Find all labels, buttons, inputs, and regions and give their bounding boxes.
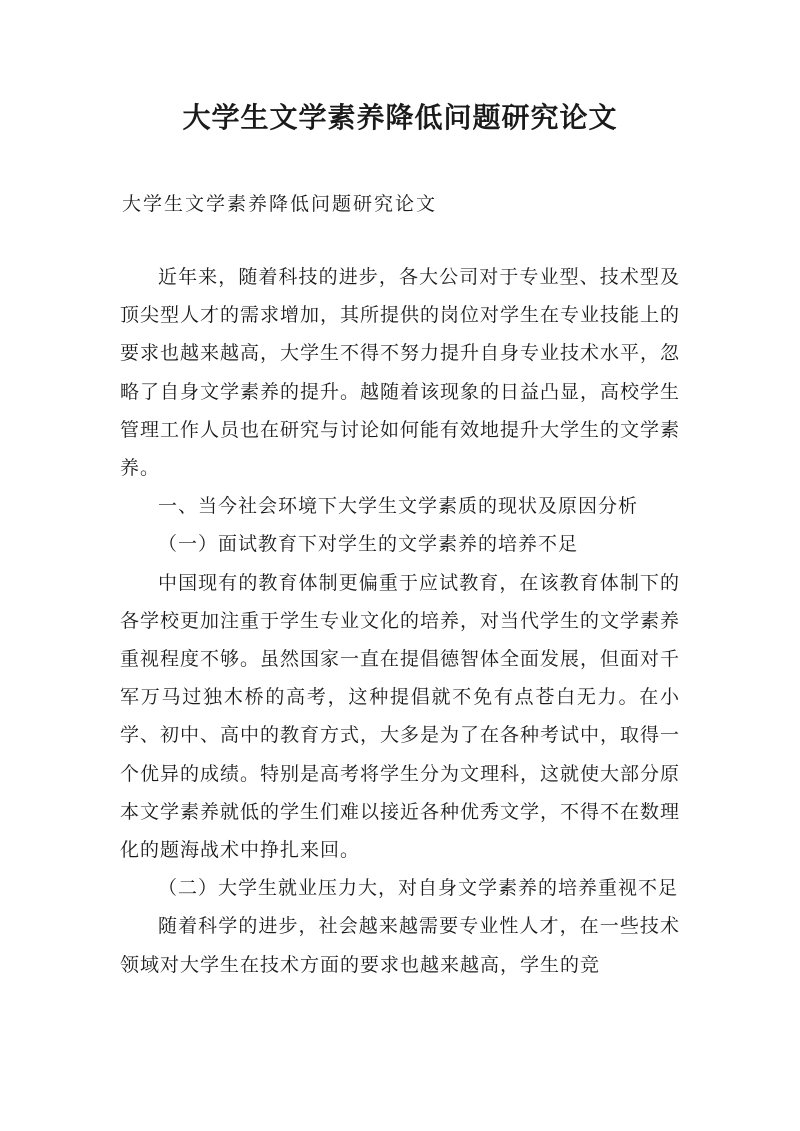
section-heading-1: 一、当今社会环境下大学生文学素质的现状及原因分析 bbox=[158, 495, 639, 518]
subsection-heading-2: （二）大学生就业压力大，对自身文学素养的培养重视不足 bbox=[158, 877, 679, 900]
paragraph-education: 中国现有的教育体制更偏重于应试教育，在该教育体制下的各学校更加注重于学生专业文化的培养，对当代学生的文学素养重视程度不够。虽然国家一直在提倡德智体全面发展，但面对千军万马过独木桥的高考，这种提倡就不免有点苍白无力。在小学、初中、高中的教育方式，大多是为了在各种考试中，取得一个优异的成绩。特别是高考将学生分为文理科，这就使大部分原本文学素养就低的学生们难以接近各种优秀文学，不得不在数理化的题海战术中挣扎来回。 bbox=[120, 571, 681, 862]
subsection-heading-1: （一）面试教育下对学生的文学素养的培养不足 bbox=[158, 533, 579, 556]
paragraph-intro: 近年来，随着科技的进步，各大公司对于专业型、技术型及顶尖型人才的需求增加，其所提供的岗位对学生在专业技能上的要求也越来越高，大学生不得不努力提升自身专业技术水平，忽略了自身文学素养的提升。越随着该现象的日益凸显，高校学生管理工作人员也在研究与讨论如何能有效地提升大学生的文学素养。 bbox=[120, 266, 681, 480]
document-body bbox=[120, 258, 680, 984]
paragraph-employment: 随着科学的进步，社会越来越需要专业性人才，在一些技术领域对大学生在技术方面的要求也越来越高，学生的竞 bbox=[120, 915, 680, 976]
document-title: 大学生文学素养降低问题研究论文 bbox=[182, 101, 618, 134]
document-subtitle: 大学生文学素养降低问题研究论文 bbox=[122, 193, 438, 215]
